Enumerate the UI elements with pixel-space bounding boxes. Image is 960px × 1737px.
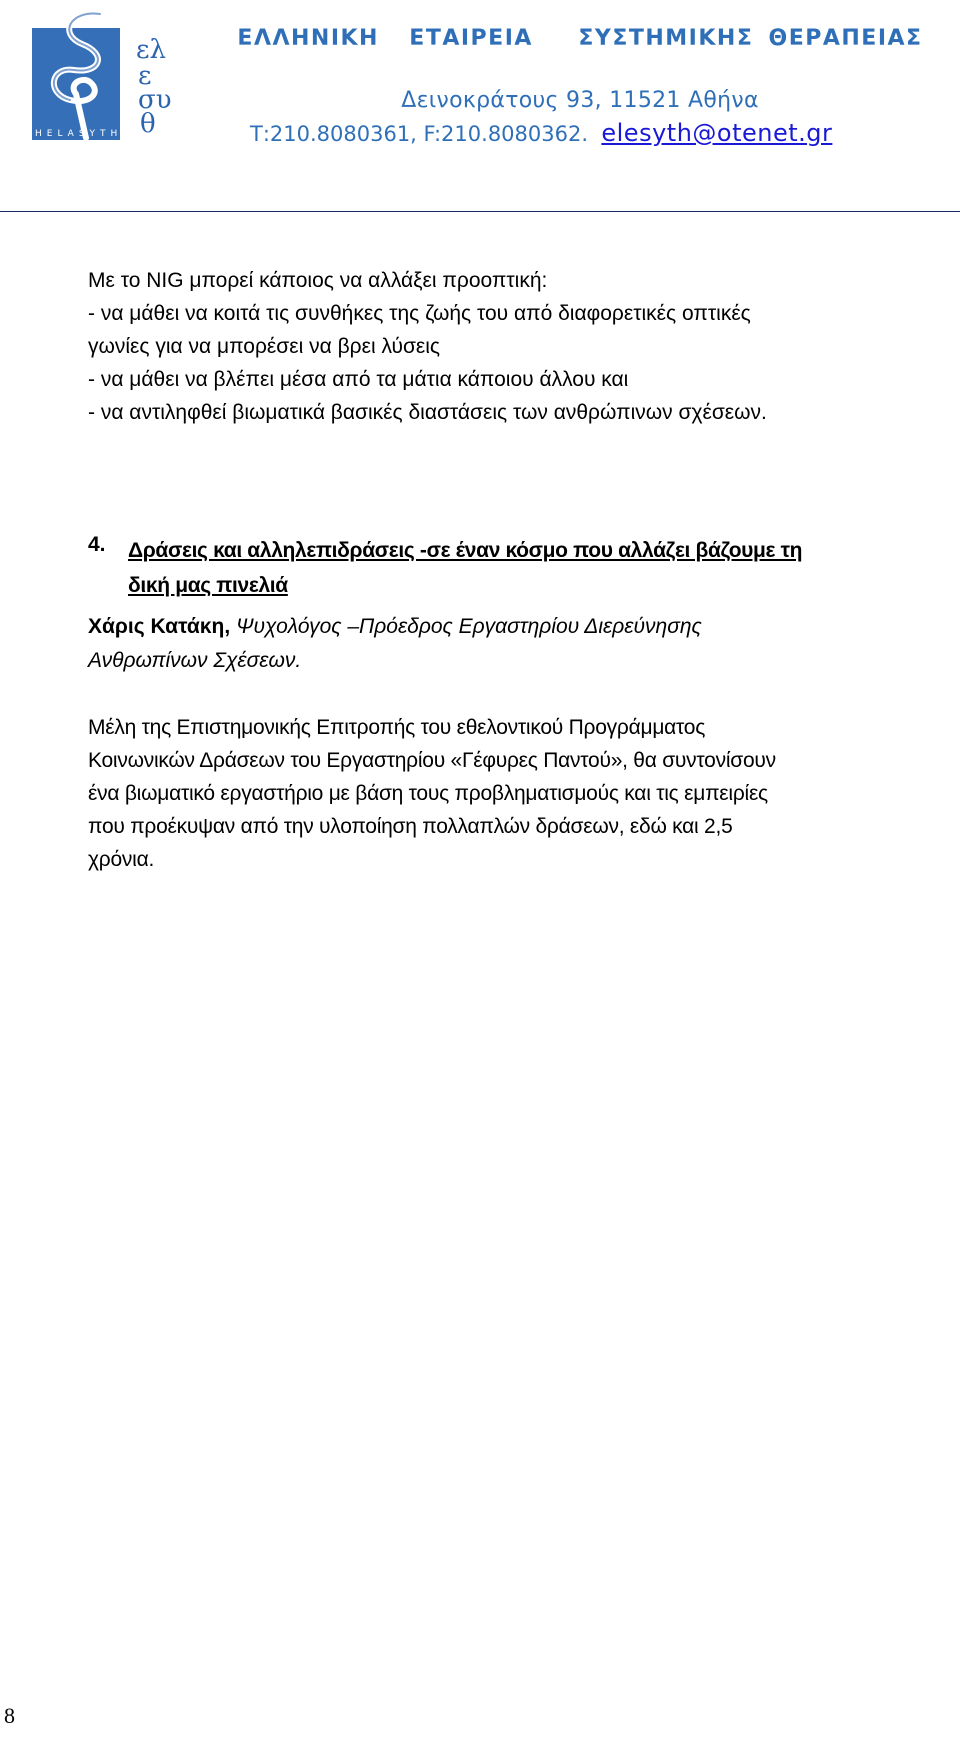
speaker-role: Ψυχολόγος –Πρόεδρος Εργαστηρίου Διερεύνησης: [230, 615, 702, 638]
elesyth-logo: [30, 8, 190, 146]
svg-text:HELASYTH: HELASYTH: [35, 129, 123, 139]
intro-line: - να αντιληφθεί βιωματικά βασικές διαστάσεις των ανθρώπινων σχέσεων.: [88, 401, 767, 424]
organization-address: Δεινοκράτους 93, 11521 Αθήνα: [401, 88, 759, 113]
description-line: ένα βιωματικό εργαστήριο με βάση τους προβληματισμούς και τις εμπειρίες: [88, 782, 768, 805]
description-line: Κοινωνικών Δράσεων του Εργαστηρίου «Γέφυρες Παντού», θα συντονίσουν: [88, 749, 776, 772]
description-paragraph: [88, 711, 948, 876]
phone-fax: Τ:210.8080361, F:210.8080362.: [250, 122, 602, 146]
svg-text:ε: ε: [138, 61, 152, 91]
intro-line: - να μάθει να κοιτά τις συνθήκες της ζωής του από διαφορετικές οπτικές: [88, 302, 751, 325]
speaker-name: Χάρις Κατάκη,: [88, 615, 231, 638]
description-line: χρόνια.: [88, 848, 155, 871]
section-title-line: Δράσεις και αλληλεπιδράσεις -σε έναν κόσμο που αλλάζει βάζουμε τη: [128, 539, 803, 562]
organization-name: ΕΛΛΗΝΙΚΗ ΕΤΑΙΡΕΙΑ ΣΥΣΤΗΜΙΚΗΣ ΘΕΡΑΠΕΙΑΣ: [237, 26, 923, 51]
description-line: που προέκυψαν από την υλοποίηση πολλαπλών δράσεων, εδώ και 2,5: [88, 815, 733, 838]
speaker-role-continued: Ανθρωπίνων Σχέσεων.: [88, 649, 302, 672]
organization-contact: [250, 119, 832, 147]
description-line: Μέλη της Επιστημονικής Επιτροπής του εθελοντικού Προγράμματος: [88, 716, 706, 739]
svg-text:ελ: ελ: [136, 35, 166, 65]
email-link[interactable]: elesyth@otenet.gr: [601, 119, 833, 147]
page-number: 8: [4, 1703, 15, 1728]
section-number: 4.: [88, 533, 106, 556]
svg-text:θ: θ: [140, 109, 156, 139]
intro-paragraph: [88, 264, 948, 429]
section-title-line: δική μας πινελιά: [128, 574, 288, 597]
header-divider: [0, 211, 960, 212]
section-heading: [88, 533, 948, 603]
intro-line: γωνίες για να μπορέσει να βρει λύσεις: [88, 335, 441, 358]
speaker-credit: [88, 610, 702, 678]
svg-text:συ: συ: [138, 85, 172, 115]
intro-line: Με το NIG μπορεί κάποιος να αλλάξει προοπτική:: [88, 269, 548, 292]
intro-line: - να μάθει να βλέπει μέσα από τα μάτια κάποιου άλλου και: [88, 368, 629, 391]
